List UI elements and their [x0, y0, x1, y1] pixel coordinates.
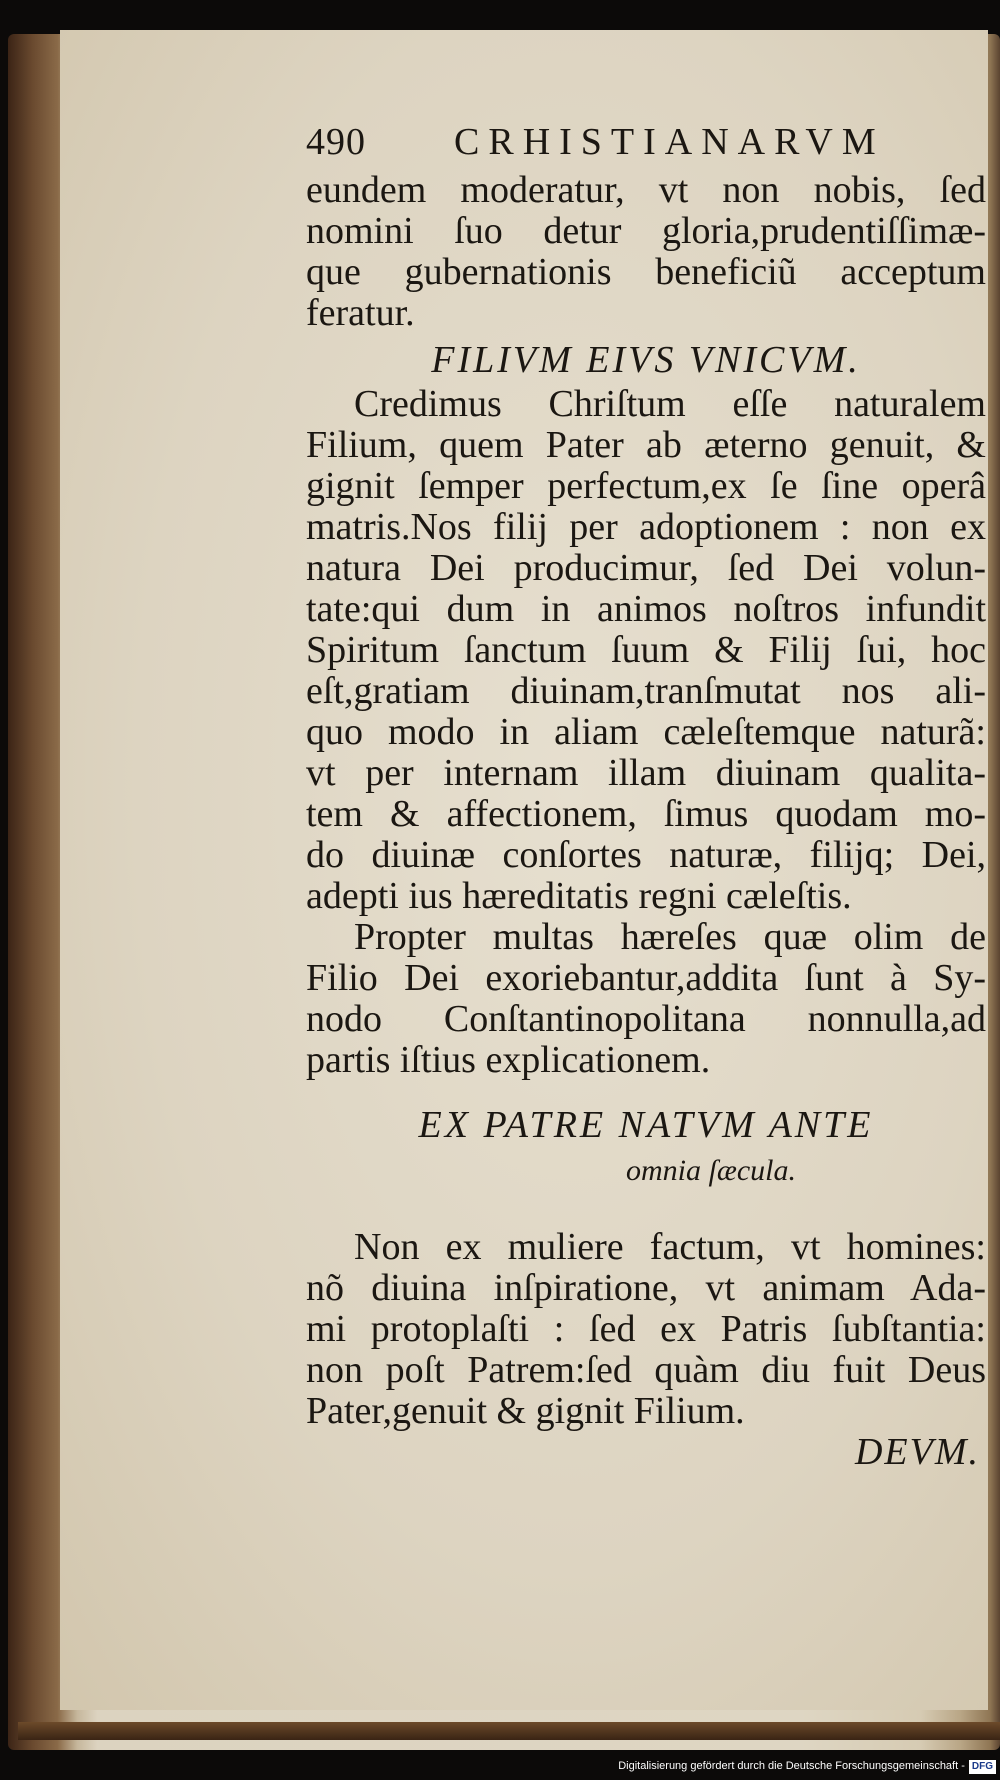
- text-line: Filium, quem Pater ab æterno genuit, &: [306, 424, 986, 466]
- section-subheading: omnia ſæcula.: [626, 1154, 796, 1187]
- running-title: CRHISTIANARVM: [454, 121, 885, 163]
- paragraph-1: [306, 170, 986, 334]
- text-line: eundem moderatur, vt non nobis, ſed: [306, 169, 986, 211]
- text-line: tem & affectionem, ſimus quodam mo-: [306, 793, 986, 835]
- text-line: adepti ius hæreditatis regni cæleſtis.: [306, 875, 852, 917]
- text-line: vt per internam illam diuinam qualita-: [306, 752, 986, 794]
- text-line: do diuinæ conſortes naturæ, filijq; Dei,: [306, 834, 986, 876]
- text-line: Credimus Chriſtum eſſe naturalem: [354, 383, 986, 425]
- text-line: nodo Conſtantinopolitana nonnulla,ad: [306, 998, 986, 1040]
- text-line: nomini ſuo detur gloria,prudentiſſimæ-: [306, 210, 986, 252]
- text-line: Pater,genuit & gignit Filium.: [306, 1390, 745, 1432]
- dfg-logo: DFG: [969, 1760, 996, 1774]
- catchword: DEVM.: [854, 1431, 980, 1473]
- text-line: natura Dei producimur, ſed Dei volun-: [306, 547, 986, 589]
- page-header: [306, 110, 986, 170]
- text-line: eſt,gratiam diuinam,tranſmutat nos ali-: [306, 670, 986, 712]
- text-line: nõ diuina inſpiratione, vt animam Ada-: [306, 1267, 986, 1309]
- text-line: Propter multas hæreſes quæ olim de: [354, 916, 986, 958]
- paragraph-3: [306, 917, 986, 1081]
- paragraph-2: [306, 384, 986, 917]
- text-line: quo modo in aliam cæleſtemque naturã:: [306, 711, 986, 753]
- page-number: 490: [306, 121, 366, 163]
- text-line: Filio Dei exoriebantur,addita ſunt à Sy-: [306, 957, 986, 999]
- text-line: Spiritum ſanctum ſuum & Filij ſui, hoc: [306, 629, 986, 671]
- text-line: feratur.: [306, 292, 415, 334]
- section-heading: EX PATRE NATVM ANTE: [418, 1104, 874, 1146]
- text-line: gignit ſemper perfectum,ex ſe ſine operâ: [306, 465, 986, 507]
- book-bottom-edge: [18, 1722, 1000, 1740]
- text-line: partis iſtius explicationem.: [306, 1039, 711, 1081]
- spacer: [306, 1199, 986, 1227]
- text-line: non poſt Patrem:ſed quàm diu fuit Deus: [306, 1349, 986, 1391]
- text-line: mi protoplaſti : ſed ex Patris ſubſtantia:: [306, 1308, 986, 1350]
- digitization-credit: [600, 1756, 996, 1776]
- page-text-block: [306, 110, 986, 1476]
- section-heading: FILIVM EIVS VNICVM.: [431, 339, 861, 381]
- text-line: tate:qui dum in animos noſtros infundit: [306, 588, 986, 630]
- paragraph-4: [306, 1227, 986, 1432]
- text-line: que gubernationis beneficiũ acceptum: [306, 251, 986, 293]
- credit-text: Digitalisierung gefördert durch die Deutsche Forschungsgemeinschaft -: [618, 1760, 965, 1772]
- text-line: Non ex muliere factum, vt homines:: [354, 1226, 986, 1268]
- text-line: matris.Nos filij per adoptionem : non ex: [306, 506, 986, 548]
